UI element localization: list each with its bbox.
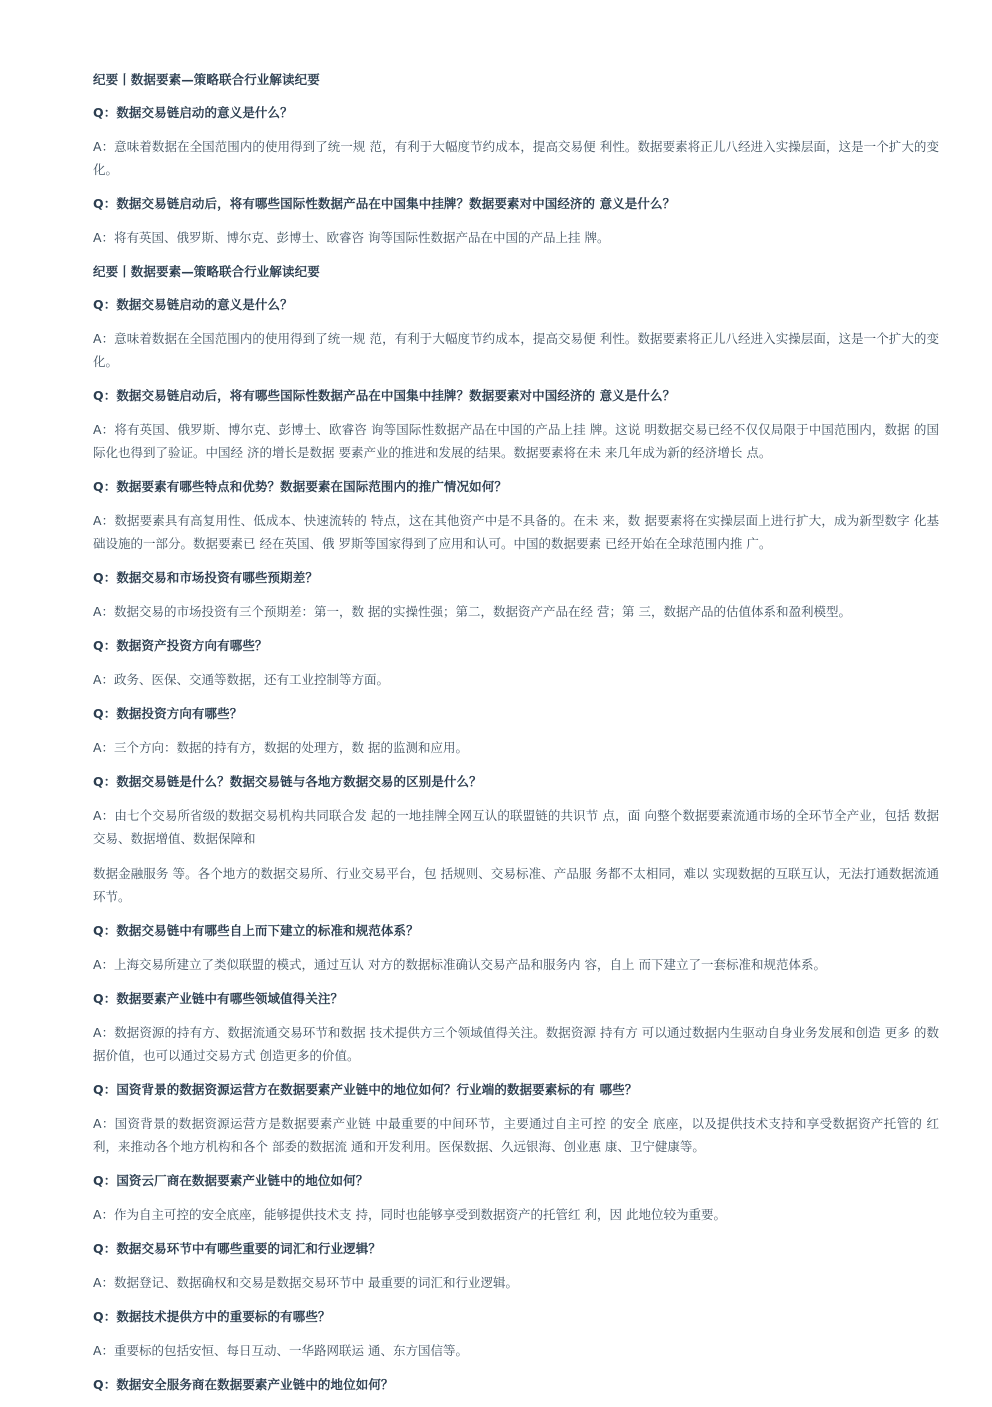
answer: A：三个方向：数据的持有方，数据的处理方，数 据的监测和应用。 (93, 740, 469, 755)
answer: A：数据登记、数据确权和交易是数据交易环节中 最重要的词汇和行业逻辑。 (93, 1275, 519, 1290)
question: Q：数据交易链是什么？数据交易链与各地方数据交易的区别是什么？ (93, 774, 482, 789)
question: Q：数据要素产业链中有哪些领域值得关注？ (93, 991, 344, 1006)
answer: A：政务、医保、交通等数据，还有工业控制等方面。 (93, 672, 390, 687)
question: Q：数据安全服务商在数据要素产业链中的地位如何？ (93, 1377, 394, 1392)
answer: A：数据交易的市场投资有三个预期差：第一，数 据的实操性强；第二，数据资产产品在经 营；第 三，数据产品的估值体系和盈利模型。 (93, 604, 851, 619)
question: Q：数据交易和市场投资有哪些预期差？ (93, 570, 318, 585)
question: Q：数据交易环节中有哪些重要的词汇和行业逻辑？ (93, 1241, 381, 1256)
document-page (93, 69, 939, 1407)
answer: A：国资背景的数据资源运营方是数据要素产业链 中最重要的中间环节，主要通过自主可控 的安全 底座，以及提供技术支持和享受数据资产托管的 红利，来推动各个地方机构和各个 部委的数据流 通和开发利用。医保数据、久远银海、创业惠 康、卫宁健康等。 (93, 1116, 939, 1154)
answer-continued: 数据金融服务 等。各个地方的数据交易所、行业交易平台，包 括规则、交易标准、产品服 务都不太相同，难以 实现数据的互联互认，无法打通数据流通环节。 (93, 866, 939, 904)
question: Q：数据交易链启动的意义是什么？ (93, 105, 293, 120)
question: Q：数据要素有哪些特点和优势？数据要素在国际范围内的推广情况如何？ (93, 479, 507, 494)
answer: A：意味着数据在全国范围内的使用得到了统一规 范，有利于大幅度节约成本，提高交易便 利性。数据要素将正儿八经进入实操层面，这是一个扩大的变化。 (93, 331, 939, 369)
question: Q：国资云厂商在数据要素产业链中的地位如何？ (93, 1173, 369, 1188)
answer: A：意味着数据在全国范围内的使用得到了统一规 范，有利于大幅度节约成本，提高交易便 利性。数据要素将正儿八经进入实操层面，这是一个扩大的变化。 (93, 139, 939, 177)
question: Q：数据交易链启动后，将有哪些国际性数据产品在中国集中挂牌？数据要素对中国经济的 意义是什么？ (93, 388, 676, 403)
question: Q：数据投资方向有哪些？ (93, 706, 243, 721)
answer: A：由七个交易所省级的数据交易机构共同联合发 起的一地挂牌全网互认的联盟链的共识节 点，面 向整个数据要素流通市场的全环节全产业，包括 数据交易、数据增值、数据保障和 (93, 808, 939, 846)
question: Q：国资背景的数据资源运营方在数据要素产业链中的地位如何？行业端的数据要素标的有 哪些？ (93, 1082, 638, 1097)
document-title: 纪要丨数据要素—策略联合行业解读纪要 (93, 264, 320, 279)
answer: A：上海交易所建立了类似联盟的模式，通过互认 对方的数据标准确认交易产品和服务内 容，自上 而下建立了一套标准和规范体系。 (93, 957, 826, 972)
answer: A：数据资源的持有方、数据流通交易环节和数据 技术提供方三个领域值得关注。数据资源 持有方 可以通过数据内生驱动自身业务发展和创造 更多 的数据价值，也可以通过交易方式 创造更多的价值。 (93, 1025, 939, 1063)
question: Q：数据交易链启动的意义是什么？ (93, 297, 293, 312)
question: Q：数据资产投资方向有哪些？ (93, 638, 268, 653)
question: Q：数据技术提供方中的重要标的有哪些？ (93, 1309, 331, 1324)
question: Q：数据交易链中有哪些自上而下建立的标准和规范体系？ (93, 923, 419, 938)
question: Q：数据交易链启动后，将有哪些国际性数据产品在中国集中挂牌？数据要素对中国经济的 意义是什么？ (93, 196, 676, 211)
document-title: 纪要丨数据要素—策略联合行业解读纪要 (93, 72, 320, 87)
answer: A：将有英国、俄罗斯、博尔克、彭博士、欧睿咨 询等国际性数据产品在中国的产品上挂 牌。这说 明数据交易已经不仅仅局限于中国范围内，数据 的国际化也得到了验证。中国经 济的增长是数据 要素产业的推进和发展的结果。数据要素将在未 来几年成为新的经济增长 点。 (93, 422, 939, 460)
answer: A：作为自主可控的安全底座，能够提供技术支 持，同时也能够享受到数据资产的托管红 利，因 此地位较为重要。 (93, 1207, 726, 1222)
answer: A：将有英国、俄罗斯、博尔克、彭博士、欧睿咨 询等国际性数据产品在中国的产品上挂 牌。 (93, 230, 610, 245)
answer: A：数据要素具有高复用性、低成本、快速流转的 特点，这在其他资产中是不具备的。在未 来，数 据要素将在实操层面上进行扩大，成为新型数字 化基础设施的一部分。数据要素已 经在英国、俄 罗斯等国家得到了应用和认可。中国的数据要素 已经开始在全球范围内推 广。 (93, 513, 939, 551)
answer: A：重要标的包括安恒、每日互动、一华路网联运 通、东方国信等。 (93, 1343, 469, 1358)
